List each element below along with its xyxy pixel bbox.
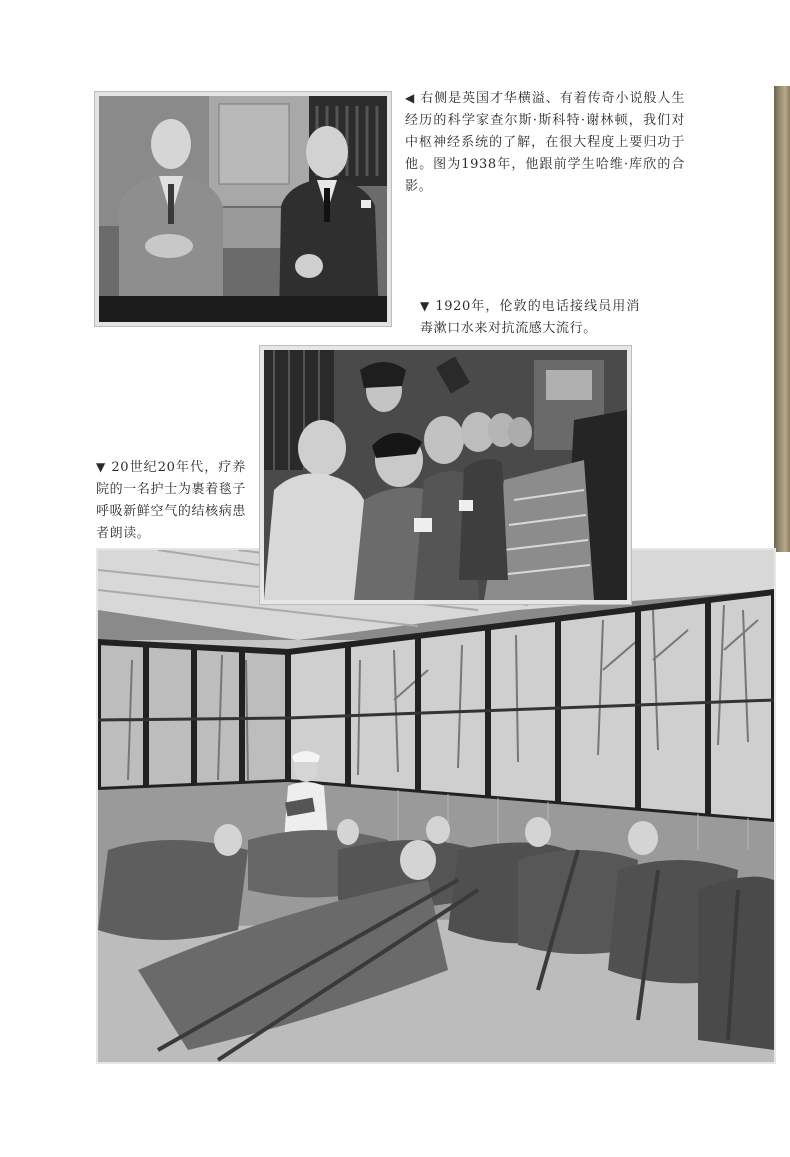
down-triangle-icon: ▼: [96, 460, 107, 474]
adjacent-photo-edge: [774, 86, 790, 552]
down-triangle-icon: ▼: [420, 299, 431, 313]
caption-sanatorium: [96, 456, 246, 545]
left-triangle-icon: ◀: [405, 91, 416, 105]
photo-two-scientists: [95, 92, 391, 326]
caption-sherrington-text: 右侧是英国才华横溢、有着传奇小说般人生经历的科学家查尔斯·斯科特·谢林顿，我们对中枢神经系统的了解，在很大程度上要归功于他。图为1938年，他跟前学生哈维·库欣的合影。: [405, 91, 685, 194]
caption-sherrington: [405, 87, 685, 198]
caption-telephone-operators: [420, 295, 640, 340]
caption-telephone-operators-text: 1920年，伦敦的电话接线员用消毒漱口水来对抗流感大流行。: [420, 299, 640, 336]
photo-sanatorium-patients: [96, 548, 776, 1064]
photo-two-scientists-image: [99, 96, 387, 322]
photo-sanatorium-patients-image: [98, 550, 774, 1062]
photo-telephone-operators: [260, 346, 631, 604]
photo-telephone-operators-image: [264, 350, 627, 600]
caption-sanatorium-text: 20世纪20年代，疗养院的一名护士为裹着毯子呼吸新鲜空气的结核病患者朗读。: [96, 460, 246, 541]
